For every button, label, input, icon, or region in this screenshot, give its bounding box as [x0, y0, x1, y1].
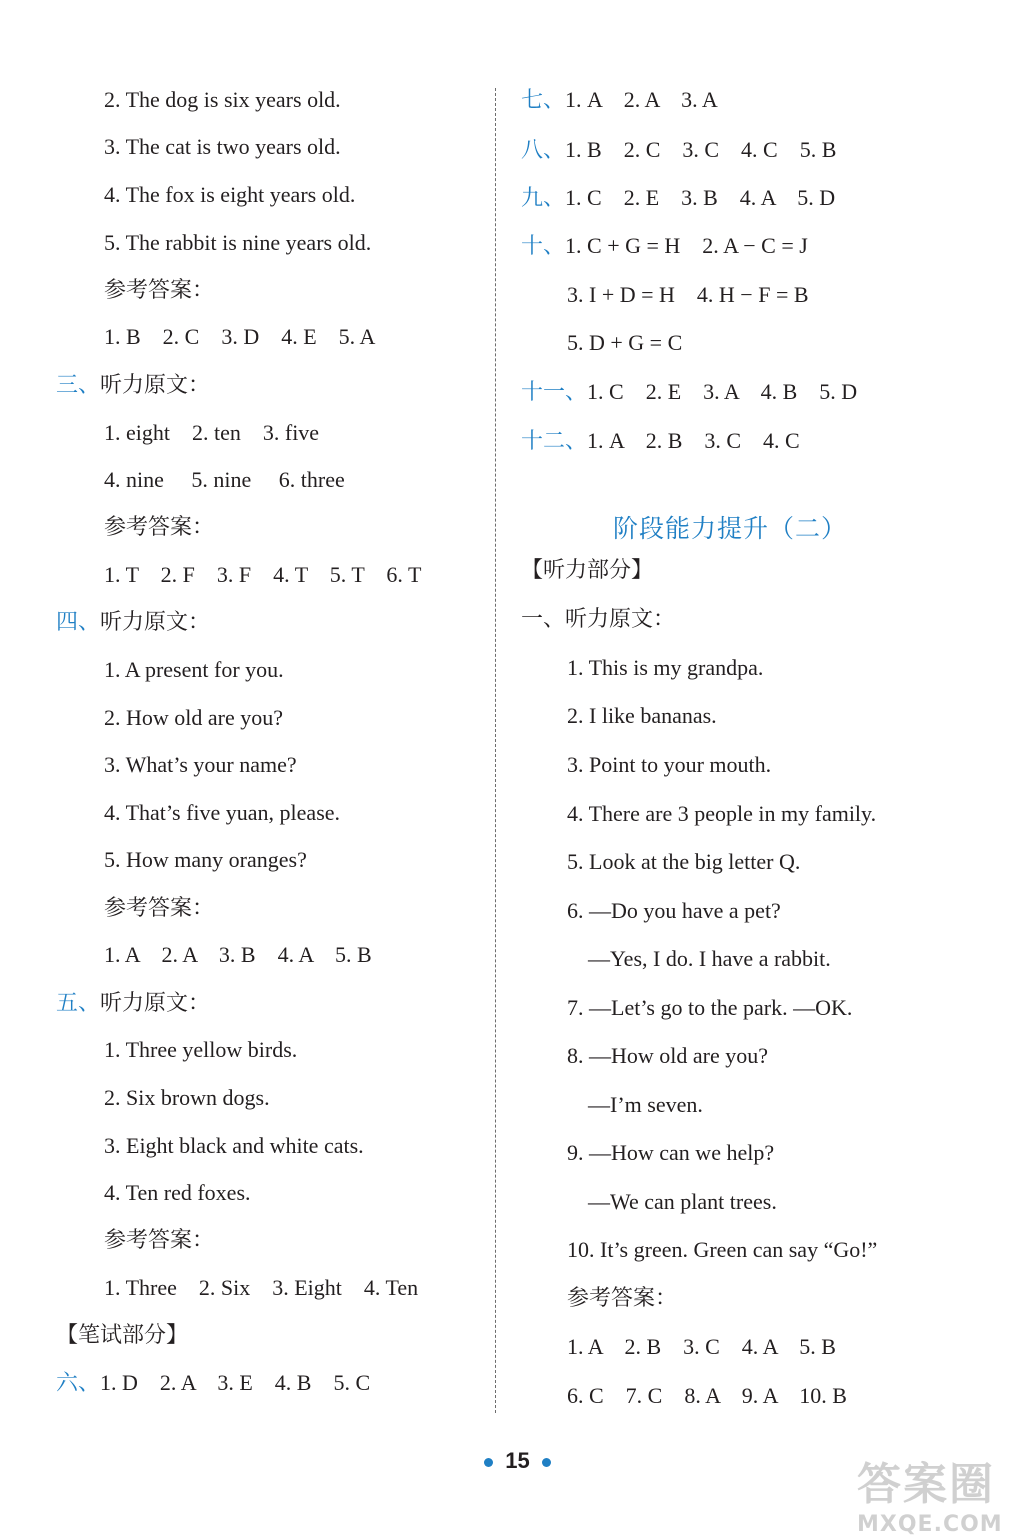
section-content: 1. C 2. E 3. A 4. B 5. D: [587, 379, 858, 404]
answer-line: [521, 85, 718, 115]
watermark-logo: 答案圈 MXQE.COM: [857, 1459, 1003, 1537]
answer-line: 2. The dog is six years old.: [104, 87, 341, 112]
dot-icon: [542, 1458, 551, 1467]
section-content: 听力原文：: [100, 609, 211, 634]
section-number: 三、: [56, 372, 101, 397]
section-number: 十一、: [521, 379, 588, 404]
answer-line: 4. There are 3 people in my family.: [567, 801, 877, 826]
answer-line: 1. Three 2. Six 3. Eight 4. Ten: [104, 1275, 419, 1300]
section-content: 1. B 2. C 3. C 4. C 5. B: [565, 137, 837, 162]
answer-line: —I’m seven.: [588, 1092, 703, 1117]
answer-line: [521, 183, 835, 213]
section-number: 十、: [521, 233, 566, 258]
answer-line: 参考答案：: [567, 1285, 678, 1310]
answer-line: 1. T 2. F 3. F 4. T 5. T 6. T: [104, 562, 422, 587]
answer-line: 8. —How old are you?: [567, 1043, 769, 1068]
answer-line: 1. A 2. A 3. B 4. A 5. B: [104, 942, 372, 967]
answer-line: 6. —Do you have a pet?: [567, 898, 781, 923]
section-content: 1. C 2. E 3. B 4. A 5. D: [565, 185, 836, 210]
section-number: 九、: [521, 185, 566, 210]
answer-line: 5. Look at the big letter Q.: [567, 849, 801, 874]
answer-line: 【听力部分】: [521, 557, 654, 582]
answer-line: 6. C 7. C 8. A 9. A 10. B: [567, 1383, 847, 1408]
answer-line: 1. This is my grandpa.: [567, 655, 764, 680]
answer-line: 参考答案：: [104, 277, 215, 302]
answer-line: 3. The cat is two years old.: [104, 134, 341, 159]
answer-line: 4. The fox is eight years old.: [104, 182, 356, 207]
answer-line: 1. Three yellow birds.: [104, 1037, 298, 1062]
answer-line: 2. I like bananas.: [567, 703, 717, 728]
answer-line: 4. nine 5. nine 6. three: [104, 467, 345, 492]
section-content: 1. A 2. B 3. C 4. C: [587, 428, 800, 453]
answer-line: 1. B 2. C 3. D 4. E 5. A: [104, 324, 376, 349]
section-number: 四、: [56, 609, 101, 634]
answer-line: —We can plant trees.: [588, 1189, 777, 1214]
page-number-text: 15: [505, 1448, 530, 1473]
answer-line: 1. A 2. B 3. C 4. A 5. B: [567, 1334, 836, 1359]
section-content: 1. C + G = H 2. A − C = J: [565, 233, 808, 258]
answer-line: 2. Six brown dogs.: [104, 1085, 270, 1110]
answer-line: 参考答案：: [104, 514, 215, 539]
answer-line: 4. That’s five yuan, please.: [104, 800, 341, 825]
dot-icon: [484, 1458, 493, 1467]
answer-line: 7. —Let’s go to the park. —OK.: [567, 995, 853, 1020]
section-number: 八、: [521, 137, 566, 162]
answer-line: 5. D + G = C: [567, 330, 683, 355]
answer-line: 参考答案：: [104, 895, 215, 920]
answer-line: 9. —How can we help?: [567, 1140, 775, 1165]
answer-line: 1. eight 2. ten 3. five: [104, 420, 320, 445]
section-content: 1. A 2. A 3. A: [565, 87, 718, 112]
answer-line: [56, 1368, 370, 1398]
answer-line: [521, 135, 836, 165]
answer-line: 【笔试部分】: [56, 1322, 189, 1347]
answer-line: —Yes, I do. I have a rabbit.: [588, 946, 831, 971]
answer-line: 3. Point to your mouth.: [567, 752, 772, 777]
answer-line: 4. Ten red foxes.: [104, 1180, 251, 1205]
answer-line: 5. How many oranges?: [104, 847, 307, 872]
column-divider: [495, 88, 496, 1413]
answer-line: 参考答案：: [104, 1227, 215, 1252]
section-number: 十二、: [521, 428, 588, 453]
answer-line: 2. How old are you?: [104, 705, 284, 730]
section-content: 1. D 2. A 3. E 4. B 5. C: [100, 1370, 371, 1395]
answer-line: [521, 426, 800, 456]
section-content: 听力原文：: [100, 990, 211, 1015]
section-number: 六、: [56, 1370, 101, 1395]
stage-title: 阶段能力提升（二）: [612, 514, 847, 543]
answer-line: 5. The rabbit is nine years old.: [104, 230, 372, 255]
answer-line: [56, 607, 210, 637]
answer-line: [56, 988, 210, 1018]
section-number: 五、: [56, 990, 101, 1015]
answer-line: [521, 231, 808, 261]
section-content: 听力原文：: [100, 372, 211, 397]
answer-line: 10. It’s green. Green can say “Go!”: [567, 1237, 878, 1262]
answer-line: 3. What’s your name?: [104, 752, 297, 777]
section-number: 七、: [521, 87, 566, 112]
answer-line: [56, 370, 210, 400]
answer-line: 3. I + D = H 4. H − F = B: [567, 282, 809, 307]
answer-line: 1. A present for you.: [104, 657, 284, 682]
answer-line: 一、听力原文：: [521, 606, 676, 631]
answer-line: [521, 377, 857, 407]
answer-line: 3. Eight black and white cats.: [104, 1133, 364, 1158]
